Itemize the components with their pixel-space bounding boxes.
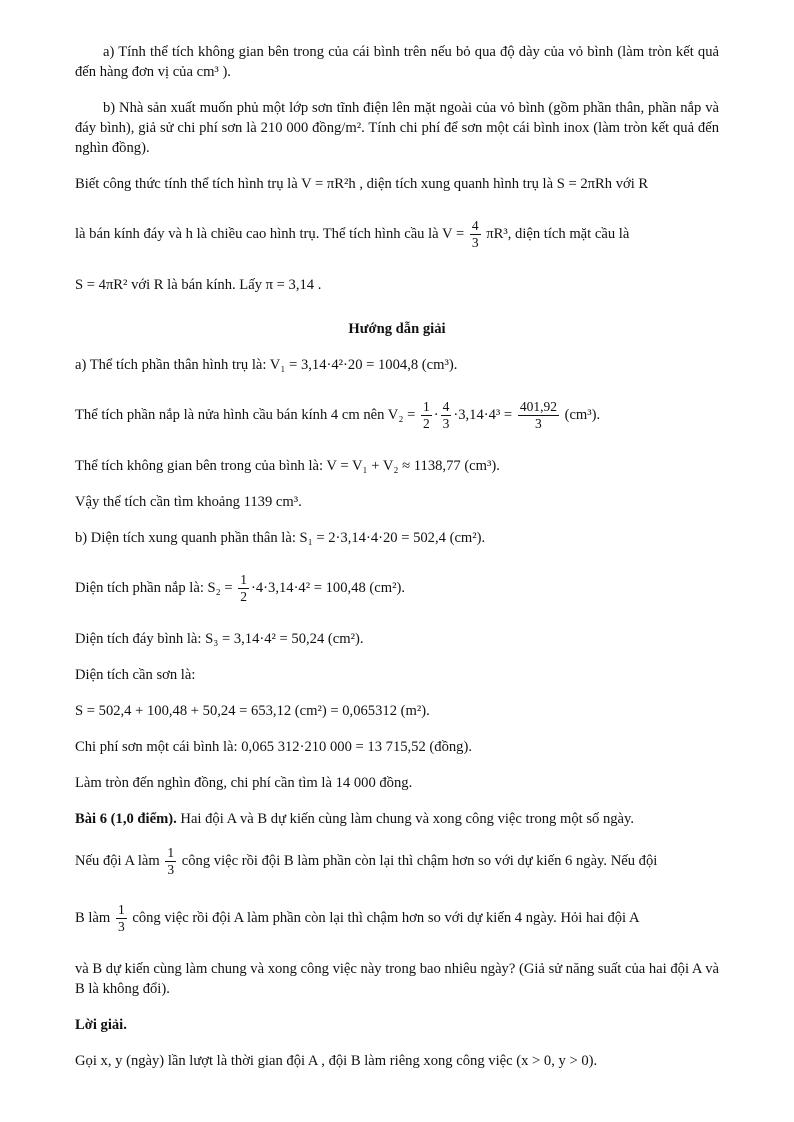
- fraction-one-half: $\frac{1}{2}$: [240, 572, 248, 604]
- solution-label: Lời giải.: [75, 1017, 127, 1033]
- fraction-four-thirds: $\frac{4}{3}$: [442, 399, 450, 431]
- problem-6-line-2: Nếu đội A làm $\frac{1}{3}$ công việc rồi đội B làm phần còn lại thì chậm hơn so với dự kiến 6 ngày. Nếu đội: [75, 845, 658, 877]
- question-part-a: a) Tính thể tích không gian bên trong của cái bình trên nếu bỏ qua độ dày của vỏ bình (làm tròn kết quả đến hàng đơn vị của cm³ ).: [75, 44, 719, 80]
- solution-line-area-body: b) Diện tích xung quanh phần thân là: S₁ = 2·3,14·4·20 = 502,4 (cm²).: [75, 530, 486, 546]
- solution-line-volume-answer: Vậy thể tích cần tìm khoảng 1139 cm³.: [75, 494, 302, 510]
- question-part-b: b) Nhà sản xuất muốn phủ một lớp sơn tĩnh điện lên mặt ngoài của vỏ bình (gồm phần thân, phần nắp và đáy bình), giả sử chi phí sơn là 210 000 đồng/m². Tính chi phí để sơn một cái bình inox (làm tròn kết quả đến nghìn đồng).: [75, 100, 719, 156]
- problem-6-line-1: Bài 6 (1,0 điểm). Hai đội A và B dự kiến cùng làm chung và xong công việc trong một số ngày.: [75, 811, 635, 827]
- solution-line-cost-answer: Làm tròn đến nghìn đồng, chi phí cần tìm là 14 000 đồng.: [75, 775, 413, 791]
- fraction-result: $\frac{401,92}{3}$: [519, 399, 557, 431]
- formula-note-line-3: S = 4πR² với R là bán kính. Lấy π = 3,14 .: [75, 277, 322, 293]
- problem-6-label: Bài 6 (1,0 điểm).: [75, 811, 177, 827]
- fraction-one-half: $\frac{1}{2}$: [422, 399, 430, 431]
- solution-line-area-label: Diện tích cần sơn là:: [75, 667, 196, 683]
- solution-6-line-1: Gọi x, y (ngày) lần lượt là thời gian đội A , đội B làm riêng xong công việc (x > 0, y > 0).: [75, 1053, 598, 1069]
- problem-6-line-3: B làm $\frac{1}{3}$ công việc rồi đội A làm phần còn lại thì chậm hơn so với dự kiến 4 ngày. Hỏi hai đội A: [75, 902, 640, 934]
- formula-note-text: πR³, diện tích mặt cầu là: [486, 225, 630, 242]
- solution-line-area-lid: Diện tích phần nắp là: S₂ = $\frac{1}{2}$ ·4·3,14·4² = 100,48 (cm²).: [75, 572, 405, 604]
- fraction-one-third: $\frac{1}{3}$: [167, 845, 175, 877]
- problem-6-line-4: và B dự kiến cùng làm chung và xong công việc này trong bao nhiêu ngày? (Giả sử năng suất của hai đội A và B là không đổi).: [75, 961, 719, 997]
- document-body: [75, 42, 719, 1071]
- solution-line-area-total: S = 502,4 + 100,48 + 50,24 = 653,12 (cm²) = 0,065312 (m²).: [75, 703, 430, 719]
- formula-note-line-1: Biết công thức tính thể tích hình trụ là V = πR²h , diện tích xung quanh hình trụ là S = 2πRh với R: [75, 176, 649, 192]
- solution-line-cost: Chi phí sơn một cái bình là: 0,065 312·210 000 = 13 715,52 (đồng).: [75, 739, 472, 755]
- solution-line-total-volume: Thể tích không gian bên trong của bình là: V = V₁ + V₂ ≈ 1138,77 (cm³).: [75, 458, 500, 474]
- formula-note-line-2: [75, 218, 719, 251]
- fraction-one-third: $\frac{1}{3}$: [117, 902, 125, 934]
- solution-line-volume-lid: Thể tích phần nắp là nửa hình cầu bán kính 4 cm nên V₂ = $\frac{1}{2}$ · $\frac{4}{3}$ ·3,14·4³ = $\frac{401,92}{3}$ (cm³).: [75, 399, 601, 431]
- formula-note-text: là bán kính đáy và h là chiều cao hình trụ. Thể tích hình cầu là V =: [75, 225, 465, 242]
- solution-line-area-bottom: Diện tích đáy bình là: S₃ = 3,14·4² = 50,24 (cm²).: [75, 631, 364, 647]
- fraction-four-thirds: $\frac{4}{3}$: [471, 218, 479, 250]
- solution-heading: Hướng dẫn giải: [348, 321, 446, 337]
- solution-line-volume-body: a) Thể tích phần thân hình trụ là: V₁ = 3,14·4²·20 = 1004,8 (cm³).: [75, 357, 458, 373]
